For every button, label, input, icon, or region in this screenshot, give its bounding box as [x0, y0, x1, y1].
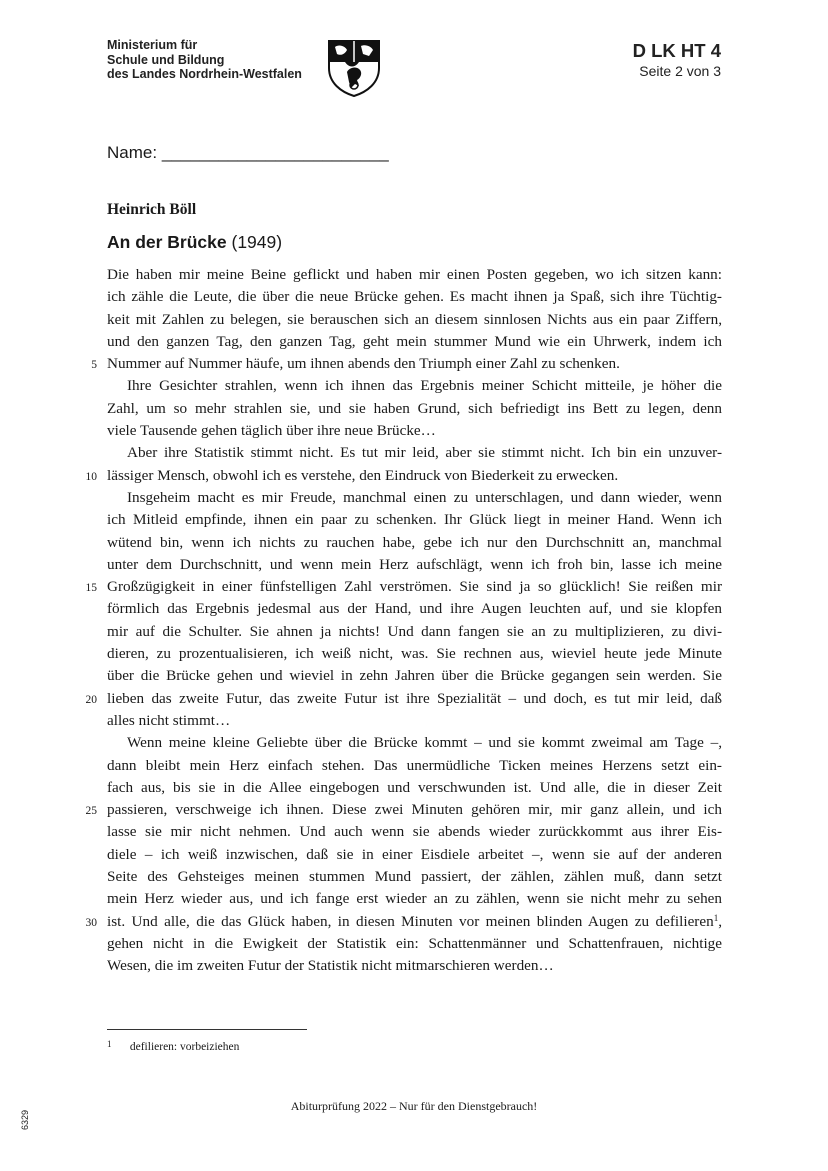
- line-text: Zahl, um so mehr strahlen sie, und sie haben Grund, sich befriedigt ins Bett zu legen, denn: [107, 399, 722, 417]
- line-text: lasse sie mir nicht nehmen. Und auch wenn sie abends wieder zurückkommt aus ihrer Eis-: [107, 823, 722, 841]
- line-text: keit mit Zahlen zu belegen, sie berauschen sich an diesem sinnlosen Nichts aus ein paar Ziffern,: [107, 310, 722, 328]
- text-line: [107, 710, 722, 732]
- line-text-after: ,: [718, 912, 722, 930]
- text-line: [107, 866, 722, 888]
- side-id: 6329: [20, 1109, 30, 1130]
- ministry-line: des Landes Nordrhein-Westfalen: [107, 67, 302, 81]
- text-line: [107, 933, 722, 955]
- text-line: [107, 420, 722, 442]
- text-line: [107, 398, 722, 420]
- ministry-name: [107, 38, 302, 82]
- footnote-divider: [107, 1029, 307, 1030]
- footnote: [107, 1039, 239, 1053]
- text-line: [85, 799, 722, 821]
- author-name: Heinrich Böll: [107, 201, 197, 218]
- name-blank: ________________________: [161, 143, 389, 162]
- text-line: [107, 844, 722, 866]
- line-text: dieren, zu prozentualisieren, ich weiß nicht, was. Sie rechnen aus, wieviel heute jede Minute: [107, 645, 722, 663]
- text-line: [85, 688, 722, 710]
- line-text: fach aus, bis sie in die Allee eingebogen und verschwunden ist. Und alle, die in dieser Zeit: [107, 778, 722, 796]
- text-line: [107, 888, 722, 910]
- text-line: [107, 643, 722, 665]
- text-line: [107, 442, 722, 464]
- line-text: Die haben mir meine Beine geflickt und haben mir einen Posten gegeben, wo ich sitzen kann:: [107, 266, 722, 283]
- line-number: 5: [91, 359, 97, 372]
- line-text: Wenn meine kleine Geliebte über die Brücke kommt – und sie kommt zweimal am Tage –,: [127, 734, 722, 752]
- text-line: [107, 532, 722, 554]
- text-line: [85, 465, 722, 487]
- line-text: Seite des Gehsteiges meinen stummen Mund passiert, der zählen, zählen muß, dann setzt: [107, 868, 722, 886]
- line-number: 10: [85, 470, 97, 483]
- title-year: (1949): [231, 232, 283, 252]
- line-text: alles nicht stimmt…: [107, 711, 231, 729]
- text-line: [85, 911, 722, 933]
- line-number: 30: [85, 916, 97, 929]
- line-number: 20: [85, 693, 97, 706]
- line-text: über die Brücke gehen und wieviel in zehn Jahren über die Brücke gegangen sein werden. Sie: [107, 667, 722, 685]
- line-text: ich Mitleid empfinde, ihnen ein paar zu schenken. Ihr Glück liegt in meiner Hand. Wenn ich: [107, 511, 722, 529]
- line-text: mein Herz wieder aus, und ich fange erst wieder an zu zählen, wenn sie nicht mehr zu sehen: [107, 890, 722, 908]
- text-title: [107, 232, 282, 253]
- line-text: ich zähle die Leute, die über die neue Brücke gehen. Es macht ihnen ja Spaß, sich ihre Tüchtig-: [107, 288, 722, 306]
- text-line: [107, 509, 722, 531]
- exam-code: D LK HT 4: [632, 40, 721, 61]
- name-label: Name:: [107, 143, 158, 162]
- text-line: [85, 576, 722, 598]
- text-line: [107, 331, 722, 353]
- text-line: [107, 375, 722, 397]
- line-text: Großzügigkeit in einer fünfstelligen Zahl verströmen. Sie sind ja so glücklich! Sie reißen mir: [107, 578, 722, 596]
- line-text: gehen nicht in die Ewigkeit der Statistik ein: Schattenmänner und Schattenfrauen, nichtige: [107, 934, 722, 952]
- footnote-marker: 1: [713, 912, 719, 923]
- text-line: [107, 732, 722, 754]
- line-text: lieben das zweite Futur, das zweite Futur ist ihre Spezialität – und doch, es tut mir leid, daß: [107, 689, 722, 707]
- line-text: diele – ich weiß inzwischen, daß sie in einer Eisdiele arbeitet –, wenn sie auf der anderen: [107, 845, 722, 863]
- text-line: [107, 755, 722, 777]
- text-line: [107, 309, 722, 331]
- line-text: Nummer auf Nummer häufe, um ihnen abends den Triumph einer Zahl zu schenken.: [107, 355, 620, 373]
- text-line: [107, 487, 722, 509]
- text-line: [107, 777, 722, 799]
- line-text: unter dem Durchschnitt, und wenn mein Herz aufschlägt, wenn ich froh bin, lasse ich meine: [107, 555, 722, 573]
- line-number: 25: [85, 805, 97, 818]
- text-line: [107, 955, 722, 977]
- text-line: [107, 554, 722, 576]
- text-line: [91, 353, 722, 375]
- line-text: wütend bin, wenn ich nichts zu rauchen habe, gebe ich nur den Durchschnitt an, manchmal: [107, 533, 722, 551]
- text-line: [107, 821, 722, 843]
- text-line: [107, 665, 722, 687]
- line-text: lässiger Mensch, obwohl ich es verstehe, den Eindruck von Biederkeit zu erwecken.: [107, 466, 619, 484]
- line-text: ist. Und alle, die das Glück haben, in diesen Minuten vor meinen blinden Augen zu defilieren: [107, 912, 714, 930]
- line-text: dann bleibt mein Herz einfach stehen. Das unermüdliche Ticken meines Herzens setzt ein-: [107, 756, 722, 774]
- line-text: Ihre Gesichter strahlen, wenn ich ihnen das Ergebnis meiner Schicht mitteile, je höher die: [127, 377, 722, 395]
- line-text: und den ganzen Tag, den ganzen Tag, geht mein stummer Mund wie ein Uhrwerk, indem ich: [107, 332, 722, 350]
- line-text: mir auf die Schulter. Sie ahnen ja nichts! Und dann fangen sie an zu multiplizieren, zu divi-: [107, 622, 722, 640]
- footnote-number: 1: [107, 1039, 112, 1049]
- footnote-text: defilieren: vorbeiziehen: [129, 1041, 240, 1053]
- page-footer: Abiturprüfung 2022 – Nur für den Dienstgebrauch!: [290, 1099, 538, 1113]
- page-info: Seite 2 von 3: [639, 63, 721, 79]
- text-line: [107, 621, 722, 643]
- line-number: 15: [85, 582, 97, 595]
- text-line: [107, 286, 722, 308]
- story-text: [85, 264, 722, 978]
- ministry-line: Ministerium für: [107, 38, 198, 52]
- text-line: [107, 264, 722, 286]
- line-text: passieren, verschweige ich ihnen. Diese zwei Minuten gehören mir, mir ganz allein, und ich: [107, 801, 722, 819]
- title-main: An der Brücke: [107, 232, 227, 252]
- line-text: Wesen, die im zweiten Futur der Statistik nicht mitmarschieren werden…: [107, 957, 554, 975]
- text-line: [107, 598, 722, 620]
- ministry-line: Schule und Bildung: [107, 52, 225, 67]
- exam-header: [633, 40, 721, 80]
- name-field: [107, 143, 389, 163]
- line-text: Aber ihre Statistik stimmt nicht. Es tut mir leid, aber sie stimmt nicht. Ich bin ein unzuver-: [127, 444, 722, 462]
- line-text: förmlich das Ergebnis jedesmal aus der Hand, und ihre Augen leuchten auf, und sie klopfen: [107, 600, 722, 618]
- line-text: Insgeheim macht es mir Freude, manchmal einen zu unterschlagen, und dann wieder, wenn: [127, 488, 722, 506]
- line-text: viele Tausende gehen täglich über ihre neue Brücke…: [107, 422, 436, 440]
- nrw-coat-of-arms-icon: [325, 38, 383, 98]
